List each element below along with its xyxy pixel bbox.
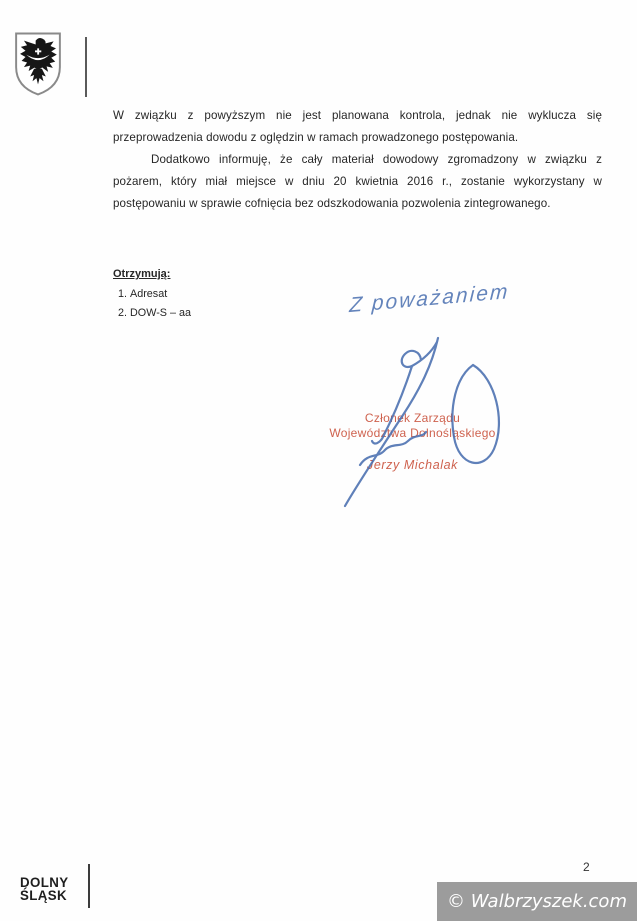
handwritten-closing: Z poważaniem xyxy=(348,280,510,318)
footer-divider-line xyxy=(88,864,90,908)
dolny-slask-logo xyxy=(20,876,68,901)
stamp-title-line-2: Województwa Dolnośląskiego xyxy=(329,426,496,440)
letterhead-divider-line xyxy=(85,37,87,97)
stamp-title-line-1: Członek Zarządu xyxy=(364,411,461,425)
watermark-text: © Walbrzyszek.com xyxy=(447,891,627,912)
recipients-section xyxy=(113,268,333,322)
recipient-item: 1. Adresat xyxy=(130,285,333,304)
page-number: 2 xyxy=(583,860,590,874)
logo-line-2: ŚLĄSK xyxy=(20,886,67,903)
paragraph-1: W związku z powyższym nie jest planowana kontrola, jednak nie wyklucza się przeprowadzenia dowodu z oględzin w ramach prowadzonego postępowania. xyxy=(113,109,602,144)
letter-body xyxy=(113,105,602,215)
recipients-list xyxy=(113,285,333,322)
recipients-heading: Otrzymują: xyxy=(113,268,171,280)
recipient-item: 2. DOW-S – aa xyxy=(130,304,333,323)
logo-line-1: DOLNY xyxy=(20,874,69,890)
signer-name: Jerzy Michalak xyxy=(366,458,459,472)
handwritten-signature xyxy=(325,325,525,510)
paragraph-2: Dodatkowo informuję, że cały materiał dowodowy zgromadzony w związku z pożarem, który miał miejsce w dniu 20 kwietnia 2016 r., zostanie wykorzystany w postępowaniu w sprawie cofnięcia bez odszkodowania pozwolenia zintegrowanego. xyxy=(113,153,602,210)
lower-silesia-eagle-crest-icon xyxy=(13,31,63,97)
watermark-banner xyxy=(437,882,637,921)
